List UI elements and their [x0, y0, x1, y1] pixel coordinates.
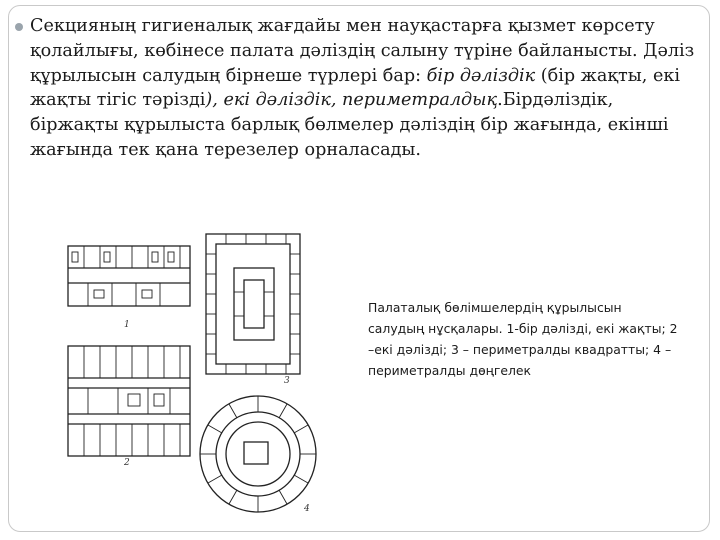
text-part-2: (бір жақты, екі жақты тігіс тәрізді — [30, 65, 680, 111]
text-part-italic-1: бір дәліздік — [426, 65, 536, 86]
main-paragraph — [30, 14, 702, 163]
bullet-icon — [15, 23, 23, 31]
text-part-3: .Бірдәліздік, біржақты құрылыста барлық бөлмелер дәліздің бір жағында, екінші жағында тек қана терезелер орналасады. — [30, 90, 669, 160]
figure-label-2: 2 — [124, 458, 130, 468]
text-part-1: Секцияның гигиеналық жағдайы мен науқастарға қызмет көрсету қолайлығы, көбінесе палата дәліздің салыну түріне байланысты. Дәліз құрылысын салудың бірнеше түрлері бар: — [30, 16, 695, 86]
figure-caption: Палаталық бөлімшелердің құрылысын салудың нұсқалары. 1-бір дәлізді, екі жақты; 2 –екі дәлізді; 3 – периметралды квадратты; 4 – периметралды дөңгелек — [368, 300, 678, 378]
text-part-italic-2: ), екі дәліздік, периметралдық — [205, 90, 498, 111]
figure-label-3: 3 — [284, 376, 290, 386]
floor-plans-image — [58, 228, 358, 528]
figure-label-4: 4 — [304, 504, 310, 514]
figure-label-1: 1 — [124, 320, 130, 330]
floor-plan-figure — [58, 228, 358, 528]
